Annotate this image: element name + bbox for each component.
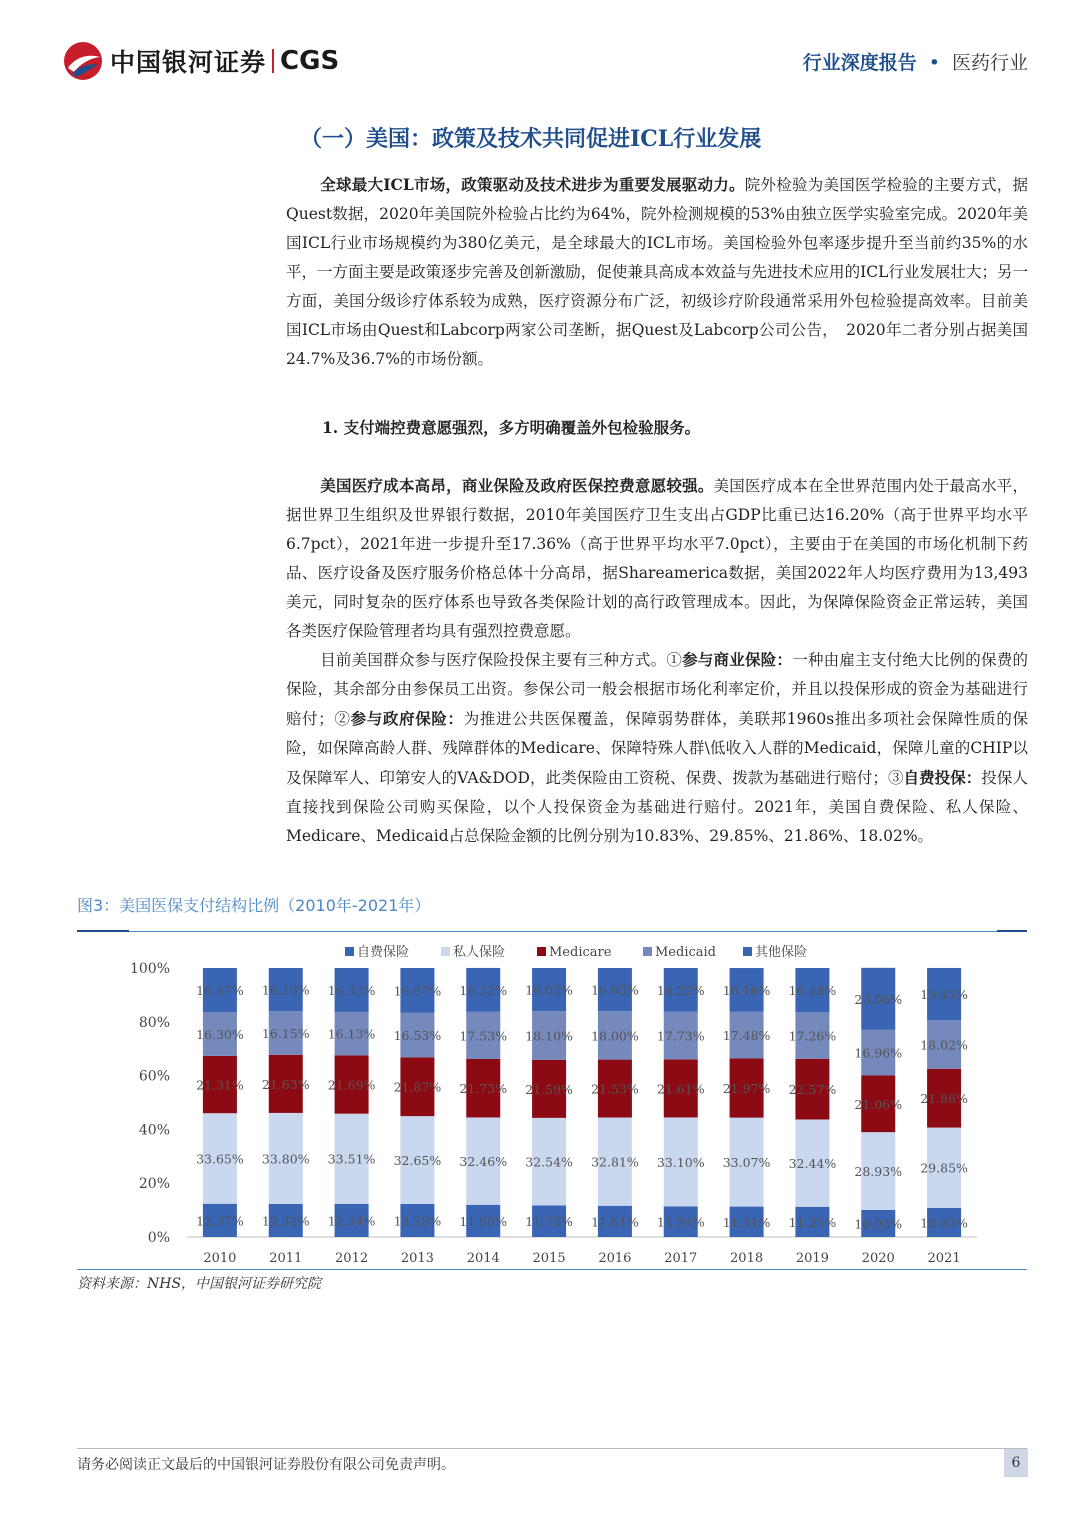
- data-label: 16.15%: [261, 1026, 310, 1042]
- data-label: 33.51%: [327, 1151, 376, 1167]
- data-label: 16.67%: [393, 983, 442, 999]
- data-label: 29.85%: [920, 1160, 968, 1176]
- stacked-bar-chart: [77, 936, 1027, 1266]
- data-label: 32.81%: [591, 1154, 639, 1170]
- legend-label: 自费保险: [357, 945, 410, 960]
- data-label: 16.10%: [261, 982, 310, 998]
- commercial-insurance-label: 参与商业保险：: [682, 650, 793, 669]
- data-label: 10.05%: [854, 1216, 903, 1232]
- legend-swatch: [441, 947, 450, 956]
- footer-rule: [77, 1448, 1027, 1449]
- data-label: 21.59%: [525, 1081, 573, 1097]
- x-tick-label: 2019: [795, 1251, 829, 1266]
- data-label: 16.37%: [196, 983, 244, 999]
- data-label: 16.48%: [788, 983, 837, 999]
- paragraph-text: 一种由雇主支付绝大比例的保费的保险，其余部分由参保员工出资。参保公司一般会根据市场化利率定价，并且以投保形成的资金为基础进行赔付；②: [286, 651, 1028, 728]
- government-insurance-label: 参与政府保险：: [350, 709, 464, 728]
- industry-label: 医药行业: [951, 52, 1028, 74]
- footer-disclaimer: 请务必阅读正文最后的中国银河证券股份有限公司免责声明。: [77, 1457, 455, 1473]
- paragraph-medical-cost: [286, 471, 1028, 646]
- legend-label: 私人保险: [453, 945, 506, 960]
- data-label: 23.06%: [854, 991, 903, 1007]
- x-tick-label: 2015: [532, 1251, 566, 1266]
- report-type: 行业深度报告: [802, 52, 917, 74]
- legend-label: Medicaid: [655, 945, 716, 960]
- data-label: 11.61%: [591, 1214, 639, 1230]
- x-tick-label: 2017: [664, 1251, 698, 1266]
- brand-name-en: CGS: [280, 46, 340, 76]
- paragraph-body: 院外检验为美国医学检验的主要方式，据Quest数据，2020年美国院外检验占比约为64%，院外检测规模的53%由独立医学实验室完成。2020年美国ICL行业市场规模约为380亿美元，是全球最大的ICL市场。美国检验外包率逐步提升至当前约35%的水平，一方面主要是政策逐步完善及创新激励，促使兼具高成本效益与先进技术应用的ICL行业发展壮大；另一方面，美国分级诊疗体系较为成熟，医疗资源分布广泛，初级诊疗阶段通常采用外包检验提高效率。目前美国ICL市场由Quest和Labcorp两家公司垄断，据Quest及Labcorp公司公告， 2020年二者分别占据美国24.7%及36.7%的市场份额。: [286, 176, 1028, 368]
- data-label: 12.37%: [196, 1213, 244, 1229]
- legend-swatch: [743, 947, 752, 956]
- data-label: 12.34%: [327, 1213, 376, 1229]
- figure-top-rule: [77, 931, 1027, 932]
- legend-label: 其他保险: [755, 945, 808, 960]
- data-label: 32.54%: [525, 1154, 573, 1170]
- figure-source: 资料来源：NHS，中国银河证券研究院: [77, 1276, 322, 1292]
- page-header: [0, 0, 1080, 100]
- brand-divider: [272, 49, 274, 73]
- paragraph-icl-market: [286, 170, 1028, 374]
- x-tick-label: 2020: [861, 1251, 895, 1266]
- data-label: 21.63%: [261, 1076, 310, 1092]
- data-label: 21.87%: [393, 1079, 442, 1095]
- data-label: 18.00%: [591, 1028, 639, 1044]
- data-label: 21.73%: [459, 1081, 508, 1097]
- y-tick-label: 20%: [138, 1176, 170, 1193]
- legend-swatch: [537, 947, 546, 956]
- data-label: 33.10%: [656, 1154, 705, 1170]
- y-tick-label: 100%: [129, 961, 170, 977]
- x-tick-label: 2016: [598, 1251, 632, 1266]
- y-tick-label: 40%: [138, 1122, 170, 1139]
- paragraph-body: 美国医疗成本在全世界范围内处于最高水平，据世界卫生组织及世界银行数据，2010年美国医疗卫生支出占GDP比重已达16.20%（高于世界平均水平6.7pct），2021年进一步提升至17.36%（高于世界平均水平7.0pct），主要由于在美国的市场化机制下药品、医疗设备及医疗服务价格总体十分高昂，据Shareamerica数据，美国2022年人均医疗费用为13,493美元，同时复杂的医疗体系也导致各类保险计划的高行政管理成本。因此，为保障保险资金正常运转，美国各类医疗保险管理者均具有强烈控费意愿。: [286, 477, 1028, 640]
- paragraph-insurance-types: [286, 645, 1028, 851]
- data-label: 17.48%: [722, 1028, 771, 1044]
- data-label: 16.96%: [854, 1045, 903, 1061]
- data-label: 12.28%: [393, 1213, 442, 1229]
- data-label: 21.31%: [196, 1077, 244, 1093]
- data-label: 12.32%: [261, 1213, 310, 1229]
- data-label: 16.02%: [525, 982, 573, 998]
- data-label: 17.53%: [459, 1028, 508, 1044]
- data-label: 17.73%: [656, 1028, 705, 1044]
- data-label: 21.06%: [854, 1096, 903, 1112]
- data-label: 21.61%: [656, 1081, 705, 1097]
- data-label: 11.98%: [459, 1213, 508, 1229]
- data-label: 16.13%: [327, 1026, 376, 1042]
- data-label: 32.46%: [459, 1154, 508, 1170]
- figure-top-rule-accent: [77, 930, 129, 932]
- data-label: 19.45%: [920, 987, 968, 1003]
- data-label: 21.53%: [591, 1081, 639, 1097]
- figure-top-rule-accent: [997, 930, 1027, 932]
- data-label: 11.31%: [722, 1214, 771, 1230]
- subsection-title: 1. 支付端控费意愿强烈，多方明确覆盖外包检验服务。: [322, 418, 701, 437]
- data-label: 16.33%: [327, 982, 376, 998]
- data-label: 16.30%: [196, 1026, 244, 1042]
- data-label: 16.16%: [722, 982, 771, 998]
- data-label: 33.65%: [196, 1151, 244, 1167]
- data-label: 28.93%: [854, 1164, 903, 1180]
- data-label: 21.69%: [327, 1077, 376, 1093]
- header-separator: •: [928, 52, 940, 74]
- data-label: 16.05%: [591, 982, 639, 998]
- legend-label: Medicare: [549, 945, 612, 960]
- brand-logo: [62, 40, 339, 82]
- data-label: 21.86%: [920, 1091, 968, 1107]
- data-label: 16.32%: [459, 982, 508, 998]
- data-label: 21.97%: [722, 1081, 771, 1097]
- data-label: 33.80%: [261, 1151, 310, 1167]
- figure-bottom-rule: [77, 1269, 1027, 1270]
- report-category: [803, 48, 1028, 75]
- figure-title: 图3：美国医保支付结构比例（2010年-2021年）: [77, 896, 431, 915]
- data-label: 18.02%: [920, 1037, 968, 1053]
- x-tick-label: 2013: [400, 1251, 434, 1266]
- data-label: 11.25%: [788, 1214, 837, 1230]
- legend-swatch: [345, 947, 354, 956]
- data-label: 17.26%: [788, 1028, 837, 1044]
- data-label: 10.83%: [920, 1215, 968, 1231]
- x-tick-label: 2012: [335, 1251, 369, 1266]
- brand-name-cn: 中国银河证券: [110, 48, 267, 77]
- data-label: 16.53%: [393, 1028, 442, 1044]
- legend-swatch: [643, 947, 652, 956]
- galaxy-logo-icon: [62, 40, 104, 82]
- x-tick-label: 2018: [730, 1251, 764, 1266]
- x-tick-label: 2021: [927, 1251, 961, 1266]
- data-label: 33.07%: [722, 1155, 771, 1171]
- data-label: 11.34%: [656, 1214, 705, 1230]
- page-number: 6: [1004, 1449, 1028, 1477]
- data-label: 22.57%: [788, 1082, 837, 1098]
- data-label: 16.22%: [656, 982, 705, 998]
- paragraph-text: 为推进公共医保覆盖，保障弱势群体，美联邦1960s推出多项社会保障性质的保险，如保障高龄人群、残障群体的Medicare、保障特殊人群\低收入人群的Medicaid，保障儿童的CHIP以及保障军人、印第安人的VA&DOD，此类保险由工资税、保费、拨款为基础进行赔付；③: [286, 710, 1028, 787]
- data-label: 32.44%: [788, 1156, 837, 1172]
- paragraph-text: 目前美国群众参与医疗保险投保主要有三种方式。①: [320, 651, 683, 669]
- paragraph-text: 投保人直接找到保险公司购买保险，以个人投保资金为基础进行赔付。2021年，美国自费保险、私人保险、Medicare、Medicaid占总保险金额的比例分别为10.83%、29.85%、21.86%、18.02%。: [286, 769, 1028, 845]
- data-label: 11.75%: [525, 1214, 573, 1230]
- paragraph-lead: 美国医疗成本高昂，商业保险及政府医保控费意愿较强。: [320, 476, 714, 495]
- data-label: 32.65%: [393, 1153, 442, 1169]
- self-pay-insurance-label: 自费投保：: [903, 768, 982, 787]
- section-title: （一）美国：政策及技术共同促进ICL行业发展: [300, 126, 762, 152]
- x-tick-label: 2011: [269, 1251, 303, 1266]
- y-tick-label: 80%: [138, 1014, 170, 1031]
- y-tick-label: 0%: [147, 1230, 170, 1246]
- x-tick-label: 2014: [466, 1251, 500, 1266]
- y-tick-label: 60%: [138, 1068, 170, 1085]
- paragraph-lead: 全球最大ICL市场，政策驱动及技术进步为重要发展驱动力。: [320, 175, 745, 194]
- x-tick-label: 2010: [203, 1251, 237, 1266]
- data-label: 18.10%: [525, 1028, 573, 1044]
